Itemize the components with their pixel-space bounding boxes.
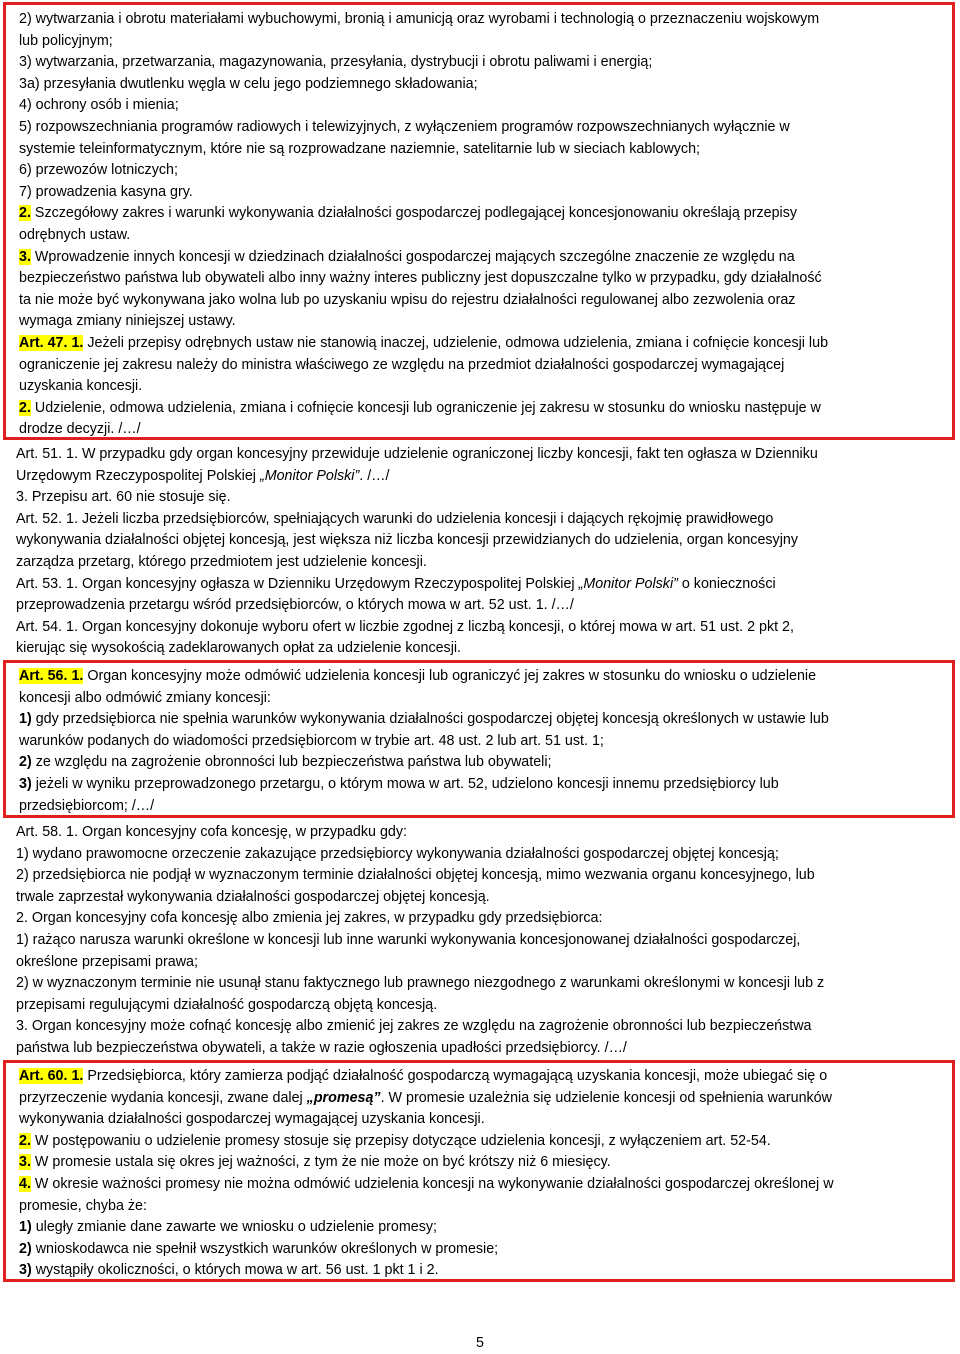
text: przedsiębiorcom; /…/ xyxy=(19,797,155,814)
text-line xyxy=(16,908,944,930)
text-line xyxy=(19,268,940,290)
page-number: 5 xyxy=(476,1335,484,1351)
highlight-frame-art-56 xyxy=(3,660,955,818)
item-number: 2) xyxy=(19,754,32,771)
text-line xyxy=(19,355,940,377)
text: 2) w wyznaczonym terminie nie usunął stanu faktycznego lub prawnego niezgodnego z warunkami określonymi w koncesji lub z xyxy=(16,975,825,992)
item-number: 2) xyxy=(19,1240,32,1257)
text-line xyxy=(19,74,940,96)
text-line xyxy=(19,666,940,688)
text: 2) wytwarzania i obrotu materiałami wybuchowymi, bronią i amunicją oraz wyrobami i technologią o przeznaczeniu wojskowym xyxy=(19,11,820,27)
text-line xyxy=(19,709,940,731)
text: W promesie ustala się okres jej ważności, z tym że nie może on być krótszy niż 6 miesięcy. xyxy=(30,1154,611,1171)
text: 1) rażąco narusza warunki określone w koncesji lub inne warunki wykonywania koncesjonowanej działalności gospodarczej, xyxy=(16,931,801,948)
text-line xyxy=(19,419,940,441)
item-number: 3) xyxy=(19,775,32,792)
text-line xyxy=(19,9,940,31)
text: 3. Organ koncesyjny może cofnąć koncesję albo zmienić jej zakres ze względu na zagrożenie obronności lub bezpieczeństwa xyxy=(16,1018,812,1035)
text: przepisami regulującymi działalność gospodarczą objętą koncesją. xyxy=(16,996,438,1013)
plain-text-art-58 xyxy=(16,822,944,1060)
text: 3. Przepisu art. 60 nie stosuje się. xyxy=(16,489,231,506)
text-line xyxy=(19,203,940,225)
text: jeżeli w wyniku przeprowadzonego przetargu, o którym mowa w art. 52, udzielono koncesji innemu przedsiębiorcy lub xyxy=(31,775,779,792)
highlighted-article-label: Art. 60. 1. xyxy=(19,1068,84,1084)
highlighted-number: 2. xyxy=(19,1132,31,1149)
text: Organ koncesyjny może odmówić udzielenia koncesji lub ograniczyć jej zakres w stosunku do wniosku o udzielenie xyxy=(83,668,817,684)
text-line xyxy=(16,1038,944,1060)
text-line xyxy=(16,952,944,974)
text: 2. Organ koncesyjny cofa koncesję albo zmienia jej zakres, w przypadku gdy przedsiębiorca: xyxy=(16,910,603,927)
text-line xyxy=(16,552,944,574)
text-line xyxy=(16,822,944,844)
text-line xyxy=(16,995,944,1017)
text: promesie, chyba że: xyxy=(19,1197,147,1214)
text: wykonywania działalności gospodarczej wymagającej uzyskania koncesji. xyxy=(19,1111,485,1128)
text: wnioskodawca nie spełnił wszystkich warunków określonych w promesie; xyxy=(31,1240,499,1257)
text-line xyxy=(16,887,944,909)
text-line xyxy=(19,182,940,204)
text-line xyxy=(16,638,944,660)
text-line xyxy=(19,1131,940,1153)
highlighted-number: 2. xyxy=(19,205,31,222)
text: Urzędowym Rzeczypospolitej Polskiej xyxy=(16,467,260,484)
text-line xyxy=(19,290,940,312)
text: 7) prowadzenia kasyna gry. xyxy=(19,183,193,200)
text: trwale zaprzestał wykonywania działalności gospodarczej objętej koncesją. xyxy=(16,888,490,905)
text: wykonywania działalności objętej koncesją, jest większa niż liczba koncesji przewidzianych do udzielenia, organ koncesyjny xyxy=(16,532,798,549)
text: uzyskania koncesji. xyxy=(19,378,143,395)
text-line xyxy=(19,31,940,53)
text-line xyxy=(19,160,940,182)
text: wymaga zmiany niniejszej ustawy. xyxy=(19,313,236,330)
highlight-frame-art-46-47 xyxy=(3,2,955,440)
text-line xyxy=(16,973,944,995)
text-line xyxy=(19,333,940,355)
text-line xyxy=(16,509,944,531)
text-line xyxy=(19,1260,940,1282)
text: Art. 53. 1. Organ koncesyjny ogłasza w Dzienniku Urzędowym Rzeczypospolitej Polskiej xyxy=(16,575,579,592)
text: Udzielenie, odmowa udzielenia, zmiana i cofnięcie koncesji lub ograniczenie jej zakresu w stosunku do wniosku następuje w xyxy=(30,399,821,416)
text-line xyxy=(16,530,944,552)
text-line xyxy=(16,574,944,596)
text-line xyxy=(19,139,940,161)
item-number: 1) xyxy=(19,1219,32,1236)
highlighted-article-label: Art. 47. 1. xyxy=(19,334,84,351)
text: ta nie może być wykonywana jako wolna lub po uzyskaniu wpisu do rejestru działalności regulowanej albo zezwolenia oraz xyxy=(19,291,796,308)
text-line xyxy=(19,1217,940,1239)
text-line xyxy=(19,1239,940,1261)
text-line xyxy=(16,865,944,887)
text: o konieczności xyxy=(677,575,776,592)
text-line xyxy=(16,444,944,466)
text-line xyxy=(19,1174,940,1196)
text: Art. 51. 1. W przypadku gdy organ koncesyjny przewiduje udzielenie ograniczonej liczby koncesji, fakt ten ogłasza w Dzienniku xyxy=(16,446,818,462)
text-line xyxy=(16,617,944,639)
text: bezpieczeństwo państwa lub obywateli albo inny ważny interes publiczny jest dopuszczalne tylko w przypadku, gdy działalność xyxy=(19,270,822,287)
text-line xyxy=(19,774,940,796)
text: zarządza przetarg, którego przedmiotem jest udzielenie koncesji. xyxy=(16,553,427,570)
text-line xyxy=(19,1152,940,1174)
text-line xyxy=(19,731,940,753)
italic-text: „Monitor Polski” xyxy=(578,575,678,592)
text: Szczegółowy zakres i warunki wykonywania działalności gospodarczej podlegającej koncesjonowaniu określają przepisy xyxy=(30,205,798,222)
text: Jeżeli przepisy odrębnych ustaw nie stanowią inaczej, udzielenie, odmowa udzielenia, zmiana i cofnięcie koncesji lub xyxy=(83,334,829,351)
text: określone przepisami prawa; xyxy=(16,953,198,970)
text-line xyxy=(19,52,940,74)
item-number: 1) xyxy=(19,711,32,728)
text-line xyxy=(19,1109,940,1131)
highlighted-article-label: Art. 56. 1. xyxy=(19,668,84,684)
text: Art. 54. 1. Organ koncesyjny dokonuje wyboru ofert w liczbie zgodnej z liczbą koncesji, o której mowa w art. 51 ust. 2 pkt 2, xyxy=(16,618,794,635)
text: koncesji albo odmówić zmiany koncesji: xyxy=(19,689,271,706)
text: 4) ochrony osób i mienia; xyxy=(19,97,179,114)
text-line xyxy=(19,1088,940,1110)
text-line xyxy=(19,247,940,269)
text: przyrzeczenie wydania koncesji, zwane dalej xyxy=(19,1089,307,1106)
highlighted-number: 3. xyxy=(19,248,31,265)
text: kierując się wysokością zadeklarowanych opłat za udzielenie koncesji. xyxy=(16,640,462,657)
text-line xyxy=(16,1016,944,1038)
text: wystąpiły okoliczności, o których mowa w art. 56 ust. 1 pkt 1 i 2. xyxy=(31,1262,439,1279)
text: uległy zmianie dane zawarte we wniosku o udzielenie promesy; xyxy=(31,1219,438,1236)
text-line xyxy=(19,398,940,420)
text: W okresie ważności promesy nie można odmówić udzielenia koncesji na wykonywanie działalności gospodarczej określonej w xyxy=(30,1175,834,1192)
text: 1) wydano prawomocne orzeczenie zakazujące przedsiębiorcy wykonywania działalności gospodarczej objętej koncesją; xyxy=(16,845,779,862)
text-line xyxy=(16,466,944,488)
text: Wprowadzenie innych koncesji w dziedzinach działalności gospodarczej mających szczególne znaczenie ze względu na xyxy=(30,248,795,265)
text: Art. 58. 1. Organ koncesyjny cofa koncesję, w przypadku gdy: xyxy=(16,824,407,840)
text-line xyxy=(19,688,940,710)
text-line xyxy=(19,1196,940,1218)
text-line xyxy=(16,595,944,617)
text-line xyxy=(16,844,944,866)
italic-text: „Monitor Polski” xyxy=(259,467,360,484)
text-line xyxy=(19,796,940,818)
text: lub policyjnym; xyxy=(19,32,113,49)
text: 3a) przesyłania dwutlenku węgla w celu jego podziemnego składowania; xyxy=(19,75,478,92)
text: Art. 52. 1. Jeżeli liczba przedsiębiorców, spełniających warunki do udzielenia koncesji i dających rękojmię prawidłowego xyxy=(16,510,774,527)
text: państwa lub bezpieczeństwa obywateli, a także w razie ogłoszenia upadłości przedsiębiorcy. /…/ xyxy=(16,1039,627,1056)
text: systemie teleinformatycznym, które nie są rozprowadzane naziemnie, satelitarnie lub w sieciach kablowych; xyxy=(19,140,700,157)
text: ograniczenie jej zakresu należy do ministra właściwego ze względu na przedmiot działalności gospodarczej wymagającej xyxy=(19,356,785,373)
text: 6) przewozów lotniczych; xyxy=(19,162,178,179)
text-line xyxy=(19,95,940,117)
text-line xyxy=(19,1066,940,1088)
plain-text-art-51-54 xyxy=(16,444,944,660)
highlighted-number: 4. xyxy=(19,1175,31,1192)
highlighted-number: 3. xyxy=(19,1154,31,1171)
text-line xyxy=(19,752,940,774)
text: Przedsiębiorca, który zamierza podjąć działalność gospodarczą wymagającą uzyskania koncesji, może ubiegać się o xyxy=(83,1068,828,1084)
highlighted-number: 2. xyxy=(19,399,31,416)
text: odrębnych ustaw. xyxy=(19,226,131,243)
text: W postępowaniu o udzielenie promesy stosuje się przepisy dotyczące udzielenia koncesji, z wyłączeniem art. 52-54. xyxy=(30,1132,771,1149)
text: ze względu na zagrożenie obronności lub bezpieczeństwa państwa lub obywateli; xyxy=(31,754,552,771)
text: . W promesie uzależnia się udzielenie koncesji od spełnienia warunków xyxy=(380,1089,832,1106)
text: 2) przedsiębiorca nie podjął w wyznaczonym terminie działalności objętej koncesją, mimo wezwania organu koncesyjnego, lub xyxy=(16,867,815,884)
text: przeprowadzenia przetargu wśród przedsiębiorców, o których mowa w art. 52 ust. 1. /…/ xyxy=(16,597,574,614)
text-line xyxy=(16,930,944,952)
text: 5) rozpowszechniania programów radiowych i telewizyjnych, z wyłączeniem programów rozpowszechnianych wyłącznie w xyxy=(19,118,790,135)
text-line xyxy=(19,376,940,398)
item-number: 3) xyxy=(19,1262,32,1279)
text: warunków podanych do wiadomości przedsiębiorcom w trybie art. 48 ust. 2 lub art. 51 ust. 1; xyxy=(19,732,604,749)
text-line xyxy=(19,311,940,333)
italic-text: „promesą” xyxy=(306,1089,381,1106)
text: . /…/ xyxy=(359,467,390,484)
highlight-frame-art-60 xyxy=(3,1060,955,1282)
text: 3) wytwarzania, przetwarzania, magazynowania, przesyłania, dystrybucji i obrotu paliwami i energią; xyxy=(19,54,653,71)
text-line xyxy=(19,225,940,247)
text-line xyxy=(16,487,944,509)
text-line xyxy=(19,117,940,139)
text: drodze decyzji. /…/ xyxy=(19,421,141,438)
text: gdy przedsiębiorca nie spełnia warunków wykonywania działalności gospodarczej objętej koncesją określonych w ustawie lub xyxy=(31,711,829,728)
